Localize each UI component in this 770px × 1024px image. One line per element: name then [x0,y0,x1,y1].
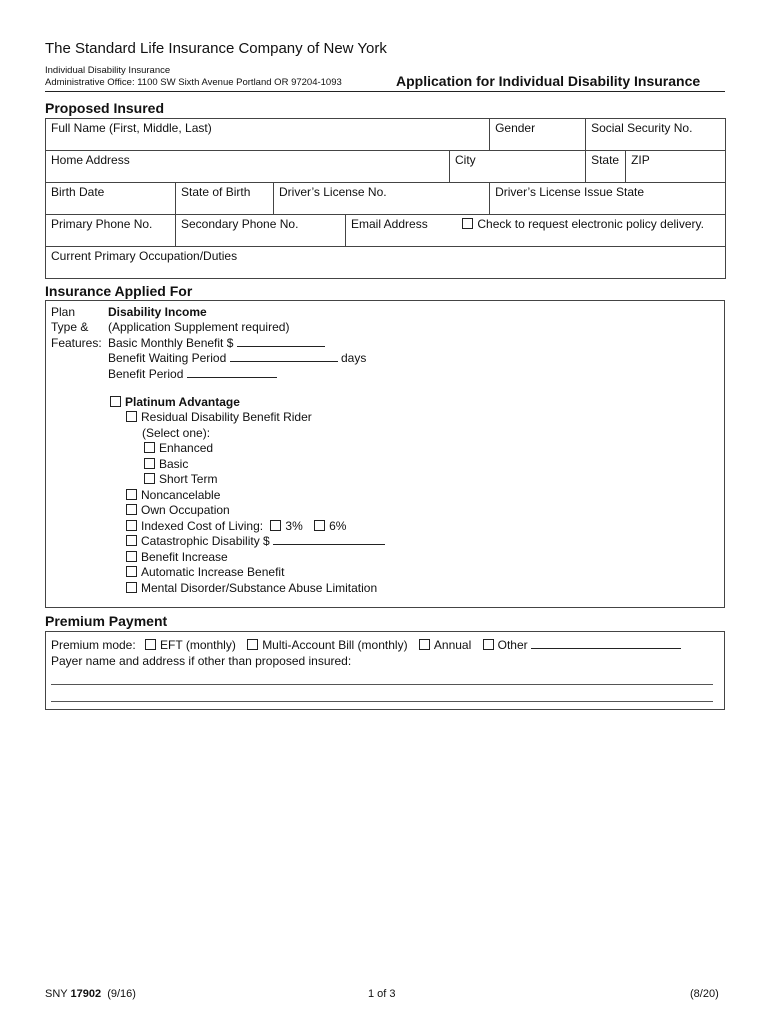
company-name: The Standard Life Insurance Company of New York [45,40,387,57]
catastrophic-option[interactable]: Catastrophic Disability $ [126,534,385,548]
eft-checkbox[interactable] [145,639,156,650]
premium-heading: Premium Payment [45,613,168,629]
noncancelable-checkbox[interactable] [126,489,137,500]
state-of-birth-field[interactable]: State of Birth [176,183,274,215]
header-divider [45,91,725,92]
basic-option[interactable]: Basic [144,457,188,471]
residual-checkbox[interactable] [126,411,137,422]
gender-field[interactable]: Gender [490,119,586,151]
basic-monthly-benefit-line[interactable] [237,336,325,347]
drivers-license-field[interactable]: Driver’s License No. [274,183,490,215]
col-6pct-checkbox[interactable] [314,520,325,531]
multi-account-checkbox[interactable] [247,639,258,650]
auto-increase-option[interactable]: Automatic Increase Benefit [126,565,284,579]
residual-rider-option[interactable]: Residual Disability Benefit Rider [126,410,312,424]
benefit-increase-option[interactable]: Benefit Increase [126,550,228,564]
select-one-note: (Select one): [142,426,211,440]
indexed-col-option[interactable]: Indexed Cost of Living: 3% 6% [126,519,346,533]
form-number: SNY 17902 (9/16) [45,988,136,1000]
division-name: Individual Disability Insurance [45,65,171,76]
waiting-period-line[interactable] [230,351,338,362]
col-3pct-checkbox[interactable] [270,520,281,531]
platinum-advantage-option[interactable]: Platinum Advantage [110,395,240,409]
home-address-field[interactable]: Home Address [46,151,450,183]
short-term-option[interactable]: Short Term [144,472,217,486]
mental-disorder-option[interactable]: Mental Disorder/Substance Abuse Limitation [126,581,377,595]
features-label: Features: [51,336,102,350]
form-title: Application for Individual Disability Insurance [396,73,701,89]
type-label: Type & [51,320,89,334]
basic-monthly-benefit[interactable]: Basic Monthly Benefit $ [108,336,325,350]
disability-income-title: Disability Income [108,305,207,319]
other-checkbox[interactable] [483,639,494,650]
short-term-checkbox[interactable] [144,473,155,484]
electronic-delivery-checkbox[interactable] [462,218,473,229]
full-name-field[interactable]: Full Name (First, Middle, Last) [46,119,490,151]
catastrophic-amount-line[interactable] [273,534,385,545]
revision-date: (8/20) [690,988,719,1000]
annual-checkbox[interactable] [419,639,430,650]
office-address: Administrative Office: 1100 SW Sixth Avenue Portland OR 97204-1093 [45,77,342,88]
auto-increase-checkbox[interactable] [126,566,137,577]
other-mode-line[interactable] [531,638,681,649]
page-number: 1 of 3 [368,988,396,1000]
payer-label: Payer name and address if other than proposed insured: [51,654,352,668]
plan-label: Plan [51,305,76,319]
city-field[interactable]: City [450,151,586,183]
zip-field[interactable]: ZIP [626,151,726,183]
mental-disorder-checkbox[interactable] [126,582,137,593]
birth-date-field[interactable]: Birth Date [46,183,176,215]
benefit-waiting-period[interactable]: Benefit Waiting Period days [108,351,367,365]
proposed-insured-heading: Proposed Insured [45,100,165,116]
catastrophic-checkbox[interactable] [126,535,137,546]
primary-phone-field[interactable]: Primary Phone No. [46,215,176,247]
noncancelable-option[interactable]: Noncancelable [126,488,220,502]
enhanced-option[interactable]: Enhanced [144,441,213,455]
payer-line-1[interactable] [51,684,713,685]
platinum-checkbox[interactable] [110,396,121,407]
email-field[interactable]: Email Address Check to request electronic policy delivery. [346,215,726,247]
benefit-period-line[interactable] [187,367,277,378]
occupation-field[interactable]: Current Primary Occupation/Duties [46,247,726,279]
supplement-note: (Application Supplement required) [108,320,290,334]
state-field[interactable]: State [586,151,626,183]
insurance-heading: Insurance Applied For [45,283,193,299]
secondary-phone-field[interactable]: Secondary Phone No. [176,215,346,247]
indexed-col-checkbox[interactable] [126,520,137,531]
enhanced-checkbox[interactable] [144,442,155,453]
payer-line-2[interactable] [51,701,713,702]
premium-mode-row: Premium mode: EFT (monthly) Multi-Account Bill (monthly) Annual Other [51,638,681,652]
ssn-field[interactable]: Social Security No. [586,119,726,151]
dl-issue-state-field[interactable]: Driver’s License Issue State [490,183,726,215]
own-occupation-option[interactable]: Own Occupation [126,503,230,517]
benefit-increase-checkbox[interactable] [126,551,137,562]
own-occupation-checkbox[interactable] [126,504,137,515]
basic-checkbox[interactable] [144,458,155,469]
benefit-period[interactable]: Benefit Period [108,367,277,381]
proposed-insured-table [45,118,726,279]
